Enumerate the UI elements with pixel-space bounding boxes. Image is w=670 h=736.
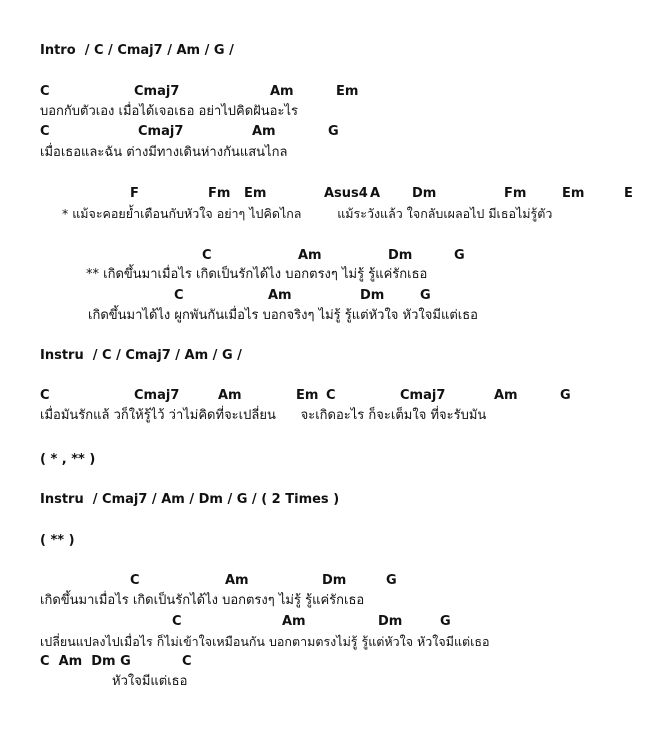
chord: Cmaj7 — [134, 84, 180, 99]
prechorus-chords — [0, 186, 670, 202]
chord: G — [420, 288, 431, 303]
chord: Cmaj7 — [134, 388, 180, 403]
chorus-lyric-1: ** เกิดขึ้นมาเมื่อไร เกิดเป็นรักได้ไง บอกตรงๆ ไม่รู้ รู้แค่รักเธอ — [86, 267, 428, 282]
chord: G — [454, 248, 465, 263]
chord: E — [624, 186, 633, 201]
chord: Am — [225, 573, 249, 588]
chord: Am — [270, 84, 294, 99]
chord: Em — [562, 186, 585, 201]
chord: Am — [218, 388, 242, 403]
verse2-lyric: เมื่อมันรักแล้ วก็ให้รู้ไว้ ว่าไม่คิดที่จะเปลี่ยน จะเกิดอะไร ก็จะเต็มใจ ที่จะรับมัน — [40, 408, 487, 423]
chord: C — [40, 388, 50, 403]
chord: G — [328, 124, 339, 139]
chorus-chords-1 — [0, 248, 670, 264]
chord: C — [40, 84, 50, 99]
instru-line-1: Instru / C / Cmaj7 / Am / G / — [40, 348, 242, 363]
chord: Am — [252, 124, 276, 139]
chord: G — [386, 573, 397, 588]
chord: Am — [298, 248, 322, 263]
intro-line: Intro / C / Cmaj7 / Am / G / — [40, 43, 234, 58]
verse1-lyric-1: บอกกับตัวเอง เมื่อได้เจอเธอ อย่าไปคิดฝันอะไร — [40, 104, 298, 119]
outro-chords-1 — [0, 573, 670, 589]
chord: C — [130, 573, 140, 588]
chord: Dm — [360, 288, 385, 303]
outro-chords-3 — [0, 654, 670, 670]
chord: Cmaj7 — [400, 388, 446, 403]
chord: C — [174, 288, 184, 303]
chorus-chords-2 — [0, 288, 670, 304]
chord: C — [40, 124, 50, 139]
chord: Dm — [322, 573, 347, 588]
outro-lyric-1: เกิดขึ้นมาเมื่อไร เกิดเป็นรักได้ไง บอกตรงๆ ไม่รู้ รู้แค่รักเธอ — [40, 593, 365, 608]
chord: Dm — [388, 248, 413, 263]
chord: C Am Dm G — [40, 654, 131, 669]
instru-line-2: Instru / Cmaj7 / Am / Dm / G / ( 2 Times ) — [40, 492, 340, 507]
chord: Am — [282, 614, 306, 629]
chord: C — [182, 654, 192, 669]
chord: Am — [494, 388, 518, 403]
chord: Cmaj7 — [138, 124, 184, 139]
chord: C — [326, 388, 336, 403]
chord: G — [440, 614, 451, 629]
chorus-lyric-2: เกิดขึ้นมาได้ไง ผูกพันกันเมื่อไร บอกจริงๆ ไม่รู้ รู้แต่หัวใจ หัวใจมีแต่เธอ — [88, 308, 478, 323]
chord: G — [560, 388, 571, 403]
chord: Asus4 — [324, 186, 368, 201]
chord: C — [172, 614, 182, 629]
chord: Em — [244, 186, 267, 201]
outro-chords-2 — [0, 614, 670, 630]
verse1-chords-1 — [0, 84, 670, 100]
verse1-chords-2 — [0, 124, 670, 140]
repeat-marker-2: ( ** ) — [40, 533, 75, 548]
prechorus-lyric: * แม้จะคอยย้ำเตือนกับหัวใจ อย่าๆ ไปคิดไกล แม้ระวังแล้ว ใจกลับเผลอไป มีเธอไม่รู้ตัว — [62, 206, 553, 221]
repeat-marker-1: ( * , ** ) — [40, 452, 96, 467]
chord: F — [130, 186, 139, 201]
verse2-chords — [0, 388, 670, 404]
chord: Em — [336, 84, 359, 99]
verse1-lyric-2: เมื่อเธอและฉัน ต่างมีทางเดินห่างกันแสนไกล — [40, 145, 288, 160]
outro-lyric-3: หัวใจมีแต่เธอ — [112, 674, 188, 689]
chord: Fm — [208, 186, 231, 201]
chord: Dm — [378, 614, 403, 629]
chord: A — [370, 186, 381, 201]
outro-lyric-2: เปลี่ยนแปลงไปเมื่อไร ก็ไม่เข้าใจเหมือนกัน บอกตามตรงไม่รู้ รู้แต่หัวใจ หัวใจมีแต่เธอ — [40, 634, 490, 649]
chord: Dm — [412, 186, 437, 201]
chord: Em — [296, 388, 319, 403]
chord: C — [202, 248, 212, 263]
chord: Am — [268, 288, 292, 303]
chord: Fm — [504, 186, 527, 201]
